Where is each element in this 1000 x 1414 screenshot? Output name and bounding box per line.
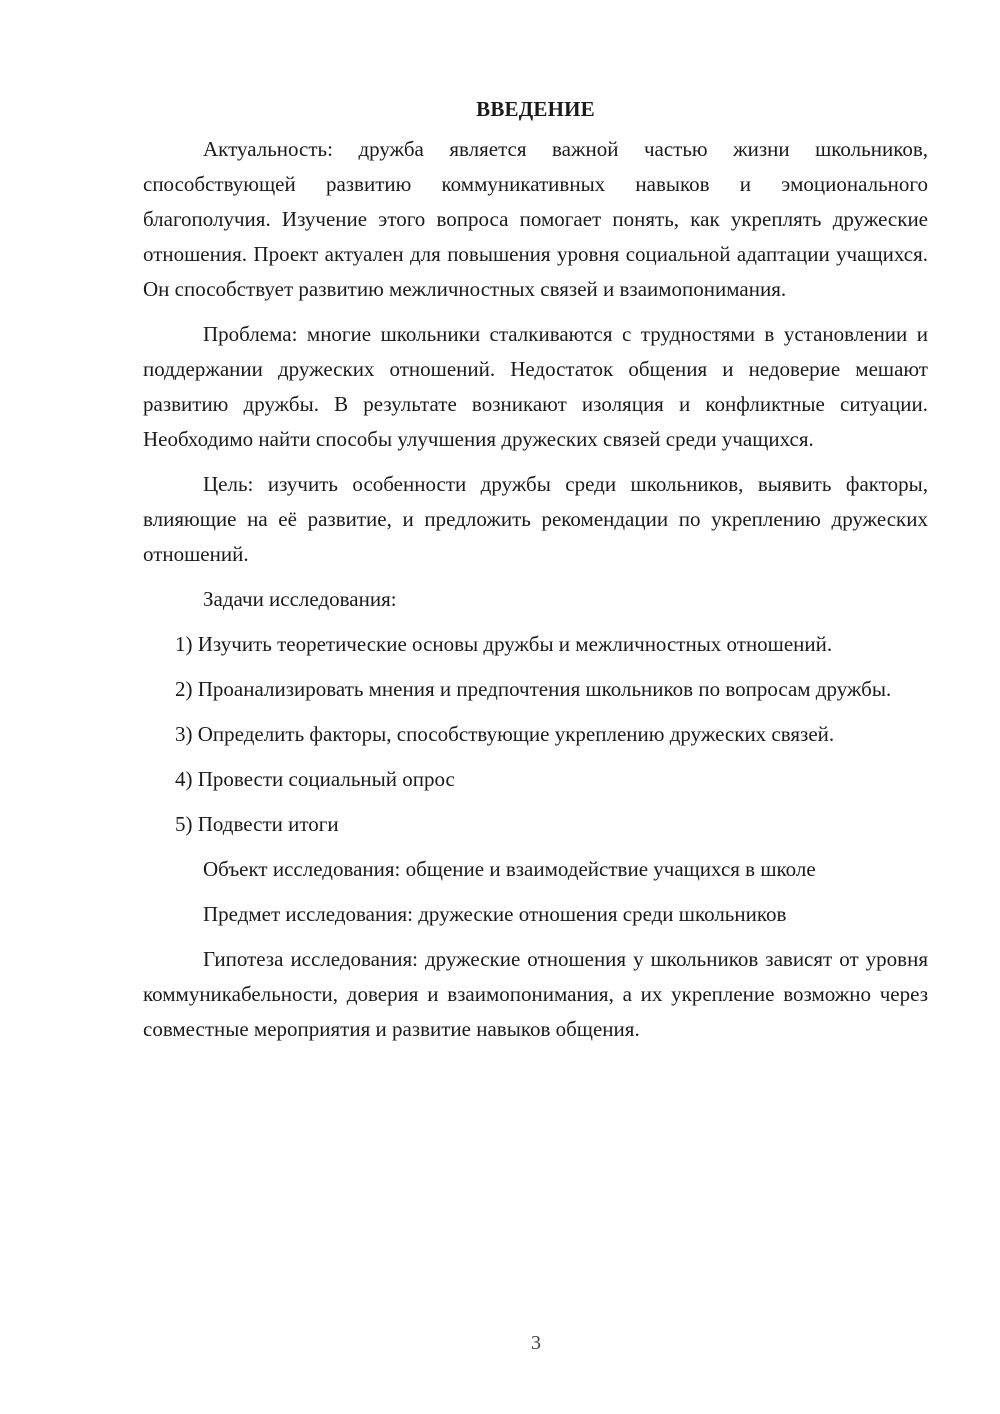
- goal-paragraph: Цель: изучить особенности дружбы среди школьников, выявить факторы, влияющие на её развитие, и предложить рекомендации по укреплению дружеских отношений.: [143, 472, 928, 566]
- hypothesis-paragraph: Гипотеза исследования: дружеские отношения у школьников зависят от уровня коммуникабельности, доверия и взаимопонимания, а их укрепление возможно через совместные мероприятия и развитие навыков общения.: [143, 947, 928, 1041]
- problem-paragraph: Проблема: многие школьники сталкиваются с трудностями в установлении и поддержании дружеских отношений. Недостаток общения и недоверие мешают развитию дружбы. В результате возникают изоляция и конфликтные ситуации. Необходимо найти способы улучшения дружеских связей среди учащихся.: [143, 322, 928, 451]
- tasks-list: [143, 627, 928, 842]
- tasks-heading: Задачи исследования:: [203, 587, 397, 611]
- list-item: 5) Подвести итоги: [175, 812, 339, 836]
- list-item: 4) Провести социальный опрос: [175, 767, 455, 791]
- list-item: 2) Проанализировать мнения и предпочтения школьников по вопросам дружбы.: [175, 677, 892, 701]
- document-body: [143, 92, 928, 1057]
- research-subject: Предмет исследования: дружеские отношения среди школьников: [203, 902, 787, 926]
- relevance-paragraph: Актуальность: дружба является важной частью жизни школьников, способствующей развитию коммуникативных навыков и эмоционального благополучия. Изучение этого вопроса помогает понять, как укреплять дружеские отношения. Проект актуален для повышения уровня социальной адаптации учащихся. Он способствует развитию межличностных связей и взаимопонимания.: [143, 137, 928, 301]
- list-item: 3) Определить факторы, способствующие укреплению дружеских связей.: [175, 722, 835, 746]
- list-item: 1) Изучить теоретические основы дружбы и межличностных отношений.: [175, 632, 833, 656]
- page-title: ВВЕДЕНИЕ: [476, 97, 595, 121]
- page-number: 3: [531, 1332, 541, 1354]
- research-object: Объект исследования: общение и взаимодействие учащихся в школе: [203, 857, 816, 881]
